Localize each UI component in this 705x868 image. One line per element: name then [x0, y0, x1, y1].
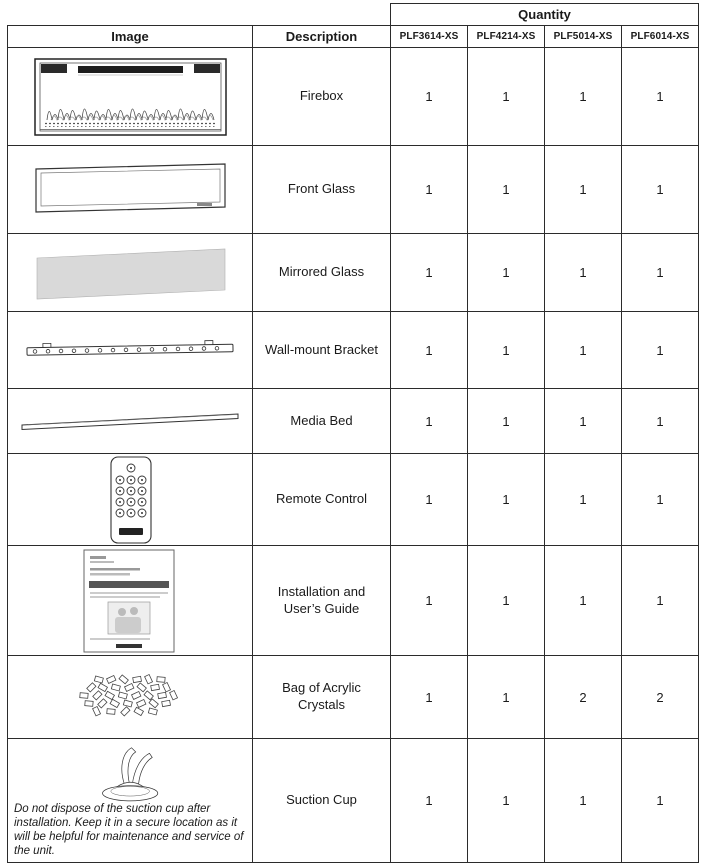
quantity-cell: 1	[468, 146, 545, 234]
part-image-cell	[8, 146, 253, 234]
crystal-pebbles	[80, 675, 178, 716]
quantity-cell: 1	[545, 454, 622, 546]
quantity-cell: 1	[622, 48, 699, 146]
part-row-suction-cup	[8, 739, 699, 863]
part-description-cell: Wall-mount Bracket	[253, 312, 391, 389]
part-description-cell: Mirrored Glass	[253, 234, 391, 312]
mirrored-glass-icon	[33, 244, 228, 302]
quantity-cell: 1	[545, 739, 622, 863]
quantity-cell: 1	[391, 389, 468, 454]
quantity-cell: 1	[468, 546, 545, 656]
model-column-header-plf4214: PLF4214-XS	[468, 26, 545, 48]
quantity-cell: 1	[468, 312, 545, 389]
quantity-cell: 1	[391, 312, 468, 389]
quantity-cell: 1	[622, 739, 699, 863]
quantity-cell: 1	[622, 454, 699, 546]
quantity-cell: 2	[545, 656, 622, 739]
part-image-cell	[8, 48, 253, 146]
remote-control-icon	[101, 455, 159, 545]
part-row-acrylic-crystals	[8, 656, 699, 739]
quantity-header-cell: Quantity	[391, 4, 699, 26]
quantity-cell: 1	[391, 454, 468, 546]
quantity-cell: 1	[391, 48, 468, 146]
quantity-cell: 1	[622, 146, 699, 234]
suction-cup-icon	[78, 745, 183, 803]
part-description-cell: Installation and User’s Guide	[253, 546, 391, 656]
quantity-cell: 1	[545, 312, 622, 389]
part-row-users-guide	[8, 546, 699, 656]
part-row-wall-mount-bracket	[8, 312, 699, 389]
part-description-cell: Firebox	[253, 48, 391, 146]
description-column-header: Description	[253, 26, 391, 48]
part-image-cell	[8, 389, 253, 454]
users-guide-icon	[82, 548, 178, 654]
quantity-header-row	[8, 4, 699, 26]
part-image-cell	[8, 312, 253, 389]
quantity-cell: 2	[622, 656, 699, 739]
model-column-header-plf5014: PLF5014-XS	[545, 26, 622, 48]
quantity-cell: 1	[468, 454, 545, 546]
quantity-cell: 1	[545, 546, 622, 656]
part-description-cell: Media Bed	[253, 389, 391, 454]
front-glass-icon	[33, 161, 228, 219]
media-bed-icon	[18, 410, 243, 432]
part-row-remote-control	[8, 454, 699, 546]
parts-table	[7, 3, 699, 863]
model-column-header-plf3614: PLF3614-XS	[391, 26, 468, 48]
quantity-cell: 1	[545, 389, 622, 454]
part-image-cell	[8, 739, 253, 863]
quantity-cell: 1	[622, 389, 699, 454]
blank-header-cell	[8, 4, 391, 26]
part-description-cell: Suction Cup	[253, 739, 391, 863]
part-image-cell	[8, 234, 253, 312]
quantity-cell: 1	[622, 234, 699, 312]
quantity-cell: 1	[545, 48, 622, 146]
part-image-cell	[8, 454, 253, 546]
quantity-cell: 1	[391, 146, 468, 234]
column-header-row	[8, 26, 699, 48]
quantity-cell: 1	[468, 48, 545, 146]
quantity-cell: 1	[391, 234, 468, 312]
part-row-firebox	[8, 48, 699, 146]
quantity-cell: 1	[545, 146, 622, 234]
model-column-header-plf6014: PLF6014-XS	[622, 26, 699, 48]
quantity-cell: 1	[391, 739, 468, 863]
part-row-front-glass	[8, 146, 699, 234]
quantity-cell: 1	[545, 234, 622, 312]
acrylic-crystals-icon	[65, 669, 195, 725]
quantity-cell: 1	[391, 656, 468, 739]
quantity-cell: 1	[468, 389, 545, 454]
part-image-cell	[8, 546, 253, 656]
firebox-icon	[33, 57, 228, 137]
suction-cup-note: Do not dispose of the suction cup after installation. Keep it in a secure location as it will be helpful for maintenance and service of the unit.	[14, 803, 244, 858]
wall-mount-bracket-icon	[23, 338, 238, 362]
quantity-cell: 1	[468, 739, 545, 863]
quantity-cell: 1	[622, 312, 699, 389]
quantity-cell: 1	[391, 546, 468, 656]
part-row-mirrored-glass	[8, 234, 699, 312]
quantity-cell: 1	[468, 234, 545, 312]
part-description-cell: Remote Control	[253, 454, 391, 546]
part-description-cell: Front Glass	[253, 146, 391, 234]
image-column-header: Image	[8, 26, 253, 48]
part-image-cell	[8, 656, 253, 739]
suction-cup-cell-content	[8, 740, 252, 862]
part-row-media-bed	[8, 389, 699, 454]
quantity-cell: 1	[622, 546, 699, 656]
part-description-cell: Bag of Acrylic Crystals	[253, 656, 391, 739]
parts-table-page	[0, 3, 705, 863]
quantity-cell: 1	[468, 656, 545, 739]
